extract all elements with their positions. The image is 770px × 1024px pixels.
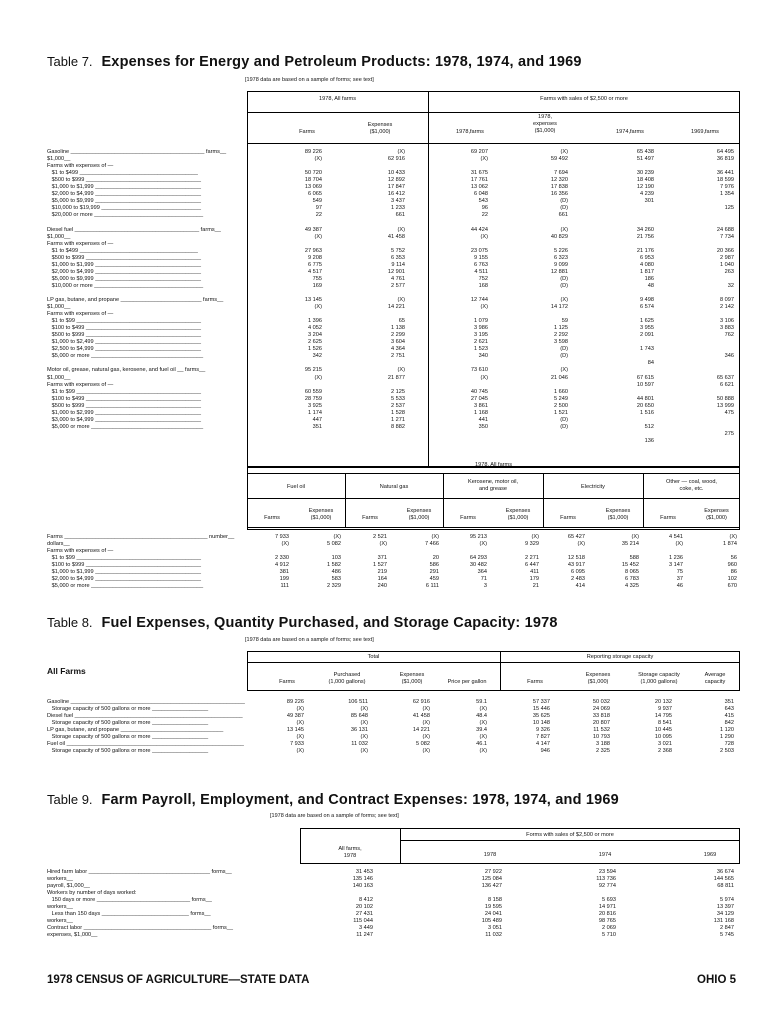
t8-all-farms: All Farms [47, 666, 86, 676]
t7-sub-c3: 2 521 (X) 371 1 527 219 164 240 [373, 534, 387, 590]
t8-hdr-stor: Storage capacity (1,000 gallons) [638, 672, 680, 685]
t7-sub-oth: Other — coal, wood, coke, etc. [666, 479, 717, 492]
t7-col-farms-all: 89 226 (X) 50 720 18 704 13 069 6 065 549 97 22 49 387 (X) 27 963 9 208 6 775 4 517 755 169 13 145 (X) 1 396 4 052 3 204 2 625 1 526 342 95 215 (X) 60 559 28 759 3 925 1 174 447 351 [304, 149, 322, 430]
table8-note: [1978 data are based on a sample of forms; see text] [245, 637, 374, 643]
t7-sub-h-exp1: Expenses ($1,000) [308, 508, 334, 521]
t9-hdr-1974: 1974 [598, 852, 612, 858]
t7-sub-c2: (X) 5 082 103 1 582 486 583 2 329 [327, 534, 341, 590]
t8-hdr-pur: Purchased (1,000 gallons) [328, 672, 366, 685]
t9-col-1978: 27 922 125 084 136 427 8 158 19 595 24 041 105 489 3 051 11 032 [481, 869, 502, 939]
t7-col-farms-1974: 65 438 51 497 30 239 18 408 12 190 4 239 301 34 260 21 756 21 176 6 953 4 080 1 817 186 48 9 498 6 574 1 625 3 955 2 091 1 743 84 67 615 10 597 44 801 20 650 1 516 512 136 [636, 149, 654, 444]
t8-hdr-ppg: Price per gallon [447, 679, 487, 685]
t7-col-exp-all: (X) 62 916 10 433 12 892 17 847 16 412 3 437 1 233 661 (X) 41 458 5 752 6 353 9 114 12 901 4 761 2 577 (X) 14 221 65 1 138 2 299 3 604 4 364 2 751 (X) 21 877 2 125 5 533 2 537 1 528 1 271 8 882 [387, 149, 405, 430]
table7-number: Table 7. [47, 54, 93, 69]
t7-sub-ker: Kerosene, motor oil, and grease [467, 479, 519, 492]
t8-hdr-exp2: Expenses ($1,000) [585, 672, 611, 685]
table9-number: Table 9. [47, 792, 93, 807]
t8-hdr-farms: Farms [279, 679, 295, 685]
t7-sub-h-farms3: Farms [460, 515, 476, 521]
t9-hdr-all: All farms, 1978 [338, 846, 362, 859]
t8-col-ppg: 59.1 (X) 48.4 (X) 39.4 (X) 46.1 (X) [476, 699, 487, 755]
t8-hdr-rep: Reporting storage capacity [586, 654, 654, 660]
t7-sub-h-exp3: Expenses ($1,000) [505, 508, 531, 521]
t7-col-farms-1978: 69 207 (X) 31 675 17 761 13 062 6 048 543 96 22 44 424 (X) 23 075 9 155 6 763 4 511 752 168 12 744 (X) 1 079 3 986 3 195 2 621 1 523 340 73 610 (X) 40 745 27 045 3 861 1 168 441 350 [470, 149, 488, 430]
t9-hdr-sales: Forms with sales of $2,500 or more [526, 832, 614, 838]
t8-hdr-exp: Expenses ($1,000) [399, 672, 425, 685]
footer-census-title: 1978 CENSUS OF AGRICULTURE—STATE DATA [47, 974, 310, 986]
t7-sub-c4: (X) 7 466 20 586 291 459 6 111 [425, 534, 439, 590]
t7-sub-all: 1978, All farms [475, 462, 512, 468]
t9-col-all: 31 453 135 146 140 163 8 412 20 102 27 431 115 044 3 449 11 247 [352, 869, 373, 939]
t8-col-stor: 20 132 9 937 14 795 8 541 10 445 10 095 3 021 2 368 [654, 699, 672, 755]
t7-sub-labels: Farms ______________________________________________ number__ dollars__ Farms with expenses of — $1 to $99 ________________________________________ $100 to $999 _____________________________________ $1,000 to $1,999 __________________________________ $2,000 to $4,999 __________________________________ $5,000 or more ____________________________________ [47, 534, 235, 590]
t7-col-exp-1978: (X) 59 492 7 694 12 320 17 838 16 356 (D) (D) 661 (X) 40 829 5 226 6 323 9 099 12 881 (D) (D) (X) 14 172 59 1 125 2 292 3 598 (D) (D) (X) 21 046 1 660 5 249 2 500 1 521 (D) (D) [550, 149, 568, 430]
t7-hdr-f78: 1978,farms [456, 129, 484, 135]
table9-note: [1978 data are based on a sample of forms; see text] [270, 813, 399, 819]
table7-title-text: Expenses for Energy and Petroleum Products: 1978, 1974, and 1969 [101, 54, 582, 70]
table7-title [47, 53, 582, 71]
t9-hdr-1969: 1969 [703, 852, 717, 858]
t8-col-exp2: 50 032 24 069 33 818 20 807 11 532 10 793 3 188 2 325 [592, 699, 610, 755]
t8-hdr-farms2: Farms [527, 679, 543, 685]
t8-hdr-avg: Average capacity [704, 672, 726, 685]
t7-sub-ng: Natural gas [379, 484, 409, 490]
t7-sub-h-exp4: Expenses ($1,000) [605, 508, 631, 521]
t7-sub-h-farms5: Farms [660, 515, 676, 521]
t9-col-1969: 36 674 144 565 68 811 5 974 13 397 34 129 131 168 2 847 5 745 [713, 869, 734, 939]
t7-sub-fuel: Fuel oil [286, 484, 306, 490]
t7-hdr-farms: Farms [299, 129, 315, 135]
t7-sub-h-exp5: Expenses ($1,000) [704, 508, 729, 521]
footer-page-number: OHIO 5 [697, 974, 736, 986]
t7-hdr-sales: Farms with sales of $2,500 or more [540, 96, 628, 102]
table9-title-text: Farm Payroll, Employment, and Contract Expenses: 1978, 1974, and 1969 [101, 792, 619, 808]
t8-col-exp: 62 916 (X) 41 458 (X) 14 221 (X) 5 082 (X) [412, 699, 430, 755]
t7-sub-c7: 65 427 (X) 12 518 43 917 6 095 2 483 414 [567, 534, 585, 590]
t7-sub-c9: 4 541 (X) 1 236 3 147 75 37 46 [669, 534, 683, 590]
t7-hdr-e78: 1978, expenses ($1,000) [533, 114, 557, 134]
t7-sub-h-exp2: Expenses ($1,000) [406, 508, 432, 521]
t8-col-farms: 89 226 (X) 49 387 (X) 13 145 (X) 7 933 (X) [286, 699, 304, 755]
t8-col-avg: 351 643 415 842 1 120 1 290 728 2 503 [720, 699, 734, 755]
t7-sub-c5: 95 213 (X) 64 293 30 482 364 71 3 [469, 534, 487, 590]
t9-row-labels: Hired farm labor _______________________________________ forms__ workers__ payroll, $1,000__ Workers by number of days worked: 150 days or more ______________________________ forms__ workers__ Less than 150 days ____________________________ forms__ workers__ Contract labor _________________________________________ forms__ expenses, $1,000__ [47, 869, 233, 939]
t7-sub-c6: (X) 9 329 2 271 6 447 411 179 21 [525, 534, 539, 590]
t7-sub-c8: (X) 35 214 588 15 452 8 065 6 783 4 325 [621, 534, 639, 590]
table8-title-text: Fuel Expenses, Quantity Purchased, and Storage Capacity: 1978 [101, 615, 558, 631]
t7-hdr-f69: 1969,farms [691, 129, 719, 135]
t8-col-pur: 106 511 (X) 85 648 (X) 36 131 (X) 11 032 (X) [348, 699, 368, 755]
t7-row-labels: Gasoline ___________________________________________ farms__ $1,000__ Farms with expenses of — $1 to $499 ______________________________________ $500 to $999 _____________________________________ $1,000 to $1,999 __________________________________ $2,000 to $4,999 __________________________________ $5,000 to $9,999 __________________________________ $10,000 to $19,999 ________________________________ $20,000 or more ___________________________________ Diesel fuel ________________________________________ farms__ $1,000__ Farms with expenses of — $1 to $499 ______________________________________ $500 to $999 _____________________________________ $1,000 to $1,999 __________________________________ $2,000 to $4,999 __________________________________ $5,000 to $9,999 __________________________________ $10,000 or more ___________________________________ LP gas, butane, and propane __________________________ farms__ $1,000__ Farms with expenses of — $1 to $99 ________________________________________ $100 to $499 _____________________________________ $500 to $999 _____________________________________ $1,000 to $2,499 __________________________________ $2,500 to $4,999 __________________________________ $5,000 or more ____________________________________ Motor oil, grease, natural gas, kerosene, and fuel oil __ farms__ $1,000__ Farms with expenses of — $1 to $99 ________________________________________ $100 to $499 _____________________________________ $500 to $999 _____________________________________ $1,000 to $2,999 __________________________________ $3,000 to $4,999 __________________________________ $5,000 or more ____________________________________ [47, 149, 227, 430]
t7-sub-h-farms4: Farms [560, 515, 576, 521]
t7-sub-c10: (X) 1 874 56 960 86 102 670 [723, 534, 737, 590]
t7-sub-h-farms2: Farms [362, 515, 378, 521]
t7-col-farms-1969: 64 495 36 819 36 441 18 599 7 976 1 354 125 24 688 7 734 20 366 2 987 1 040 263 32 8 097 2 142 3 106 3 883 762 346 65 637 6 621 50 888 13 999 475 275 [716, 149, 734, 437]
t8-hdr-total: Total [367, 654, 380, 660]
table8-number: Table 8. [47, 615, 93, 630]
t7-sub-h-farms1: Farms [264, 515, 280, 521]
t8-row-labels: Gasoline ________________________________________________________ Storage capacity of 500 gallons or more __________________ Diesel fuel ______________________________________________________ Storage capacity of 500 gallons or more __________________ LP gas, butane, and propane _________________________________ Storage capacity of 500 gallons or more __________________ Fuel oil _________________________________________________________ Storage capacity of 500 gallons or more __________________ [47, 699, 245, 755]
t7-hdr-f74: 1974,farms [616, 129, 644, 135]
t9-hdr-1978: 1978 [483, 852, 497, 858]
t7-sub-el: Electricity [581, 484, 605, 490]
table7-note: [1978 data are based on a sample of forms; see text] [245, 77, 374, 83]
table8-title [47, 614, 558, 632]
t7-hdr-all: 1978, All farms [319, 96, 356, 102]
t7-hdr-exp: Expenses ($1,000) [367, 122, 393, 135]
t8-col-farms2: 57 337 15 446 35 625 10 148 9 326 7 827 4 147 946 [532, 699, 550, 755]
table9-title [47, 791, 619, 809]
t9-col-1974: 23 594 113 736 92 774 5 693 14 971 20 816 98 765 2 069 5 710 [596, 869, 616, 939]
t7-sub-c1: 7 933 (X) 2 330 4 912 381 199 111 [275, 534, 289, 590]
